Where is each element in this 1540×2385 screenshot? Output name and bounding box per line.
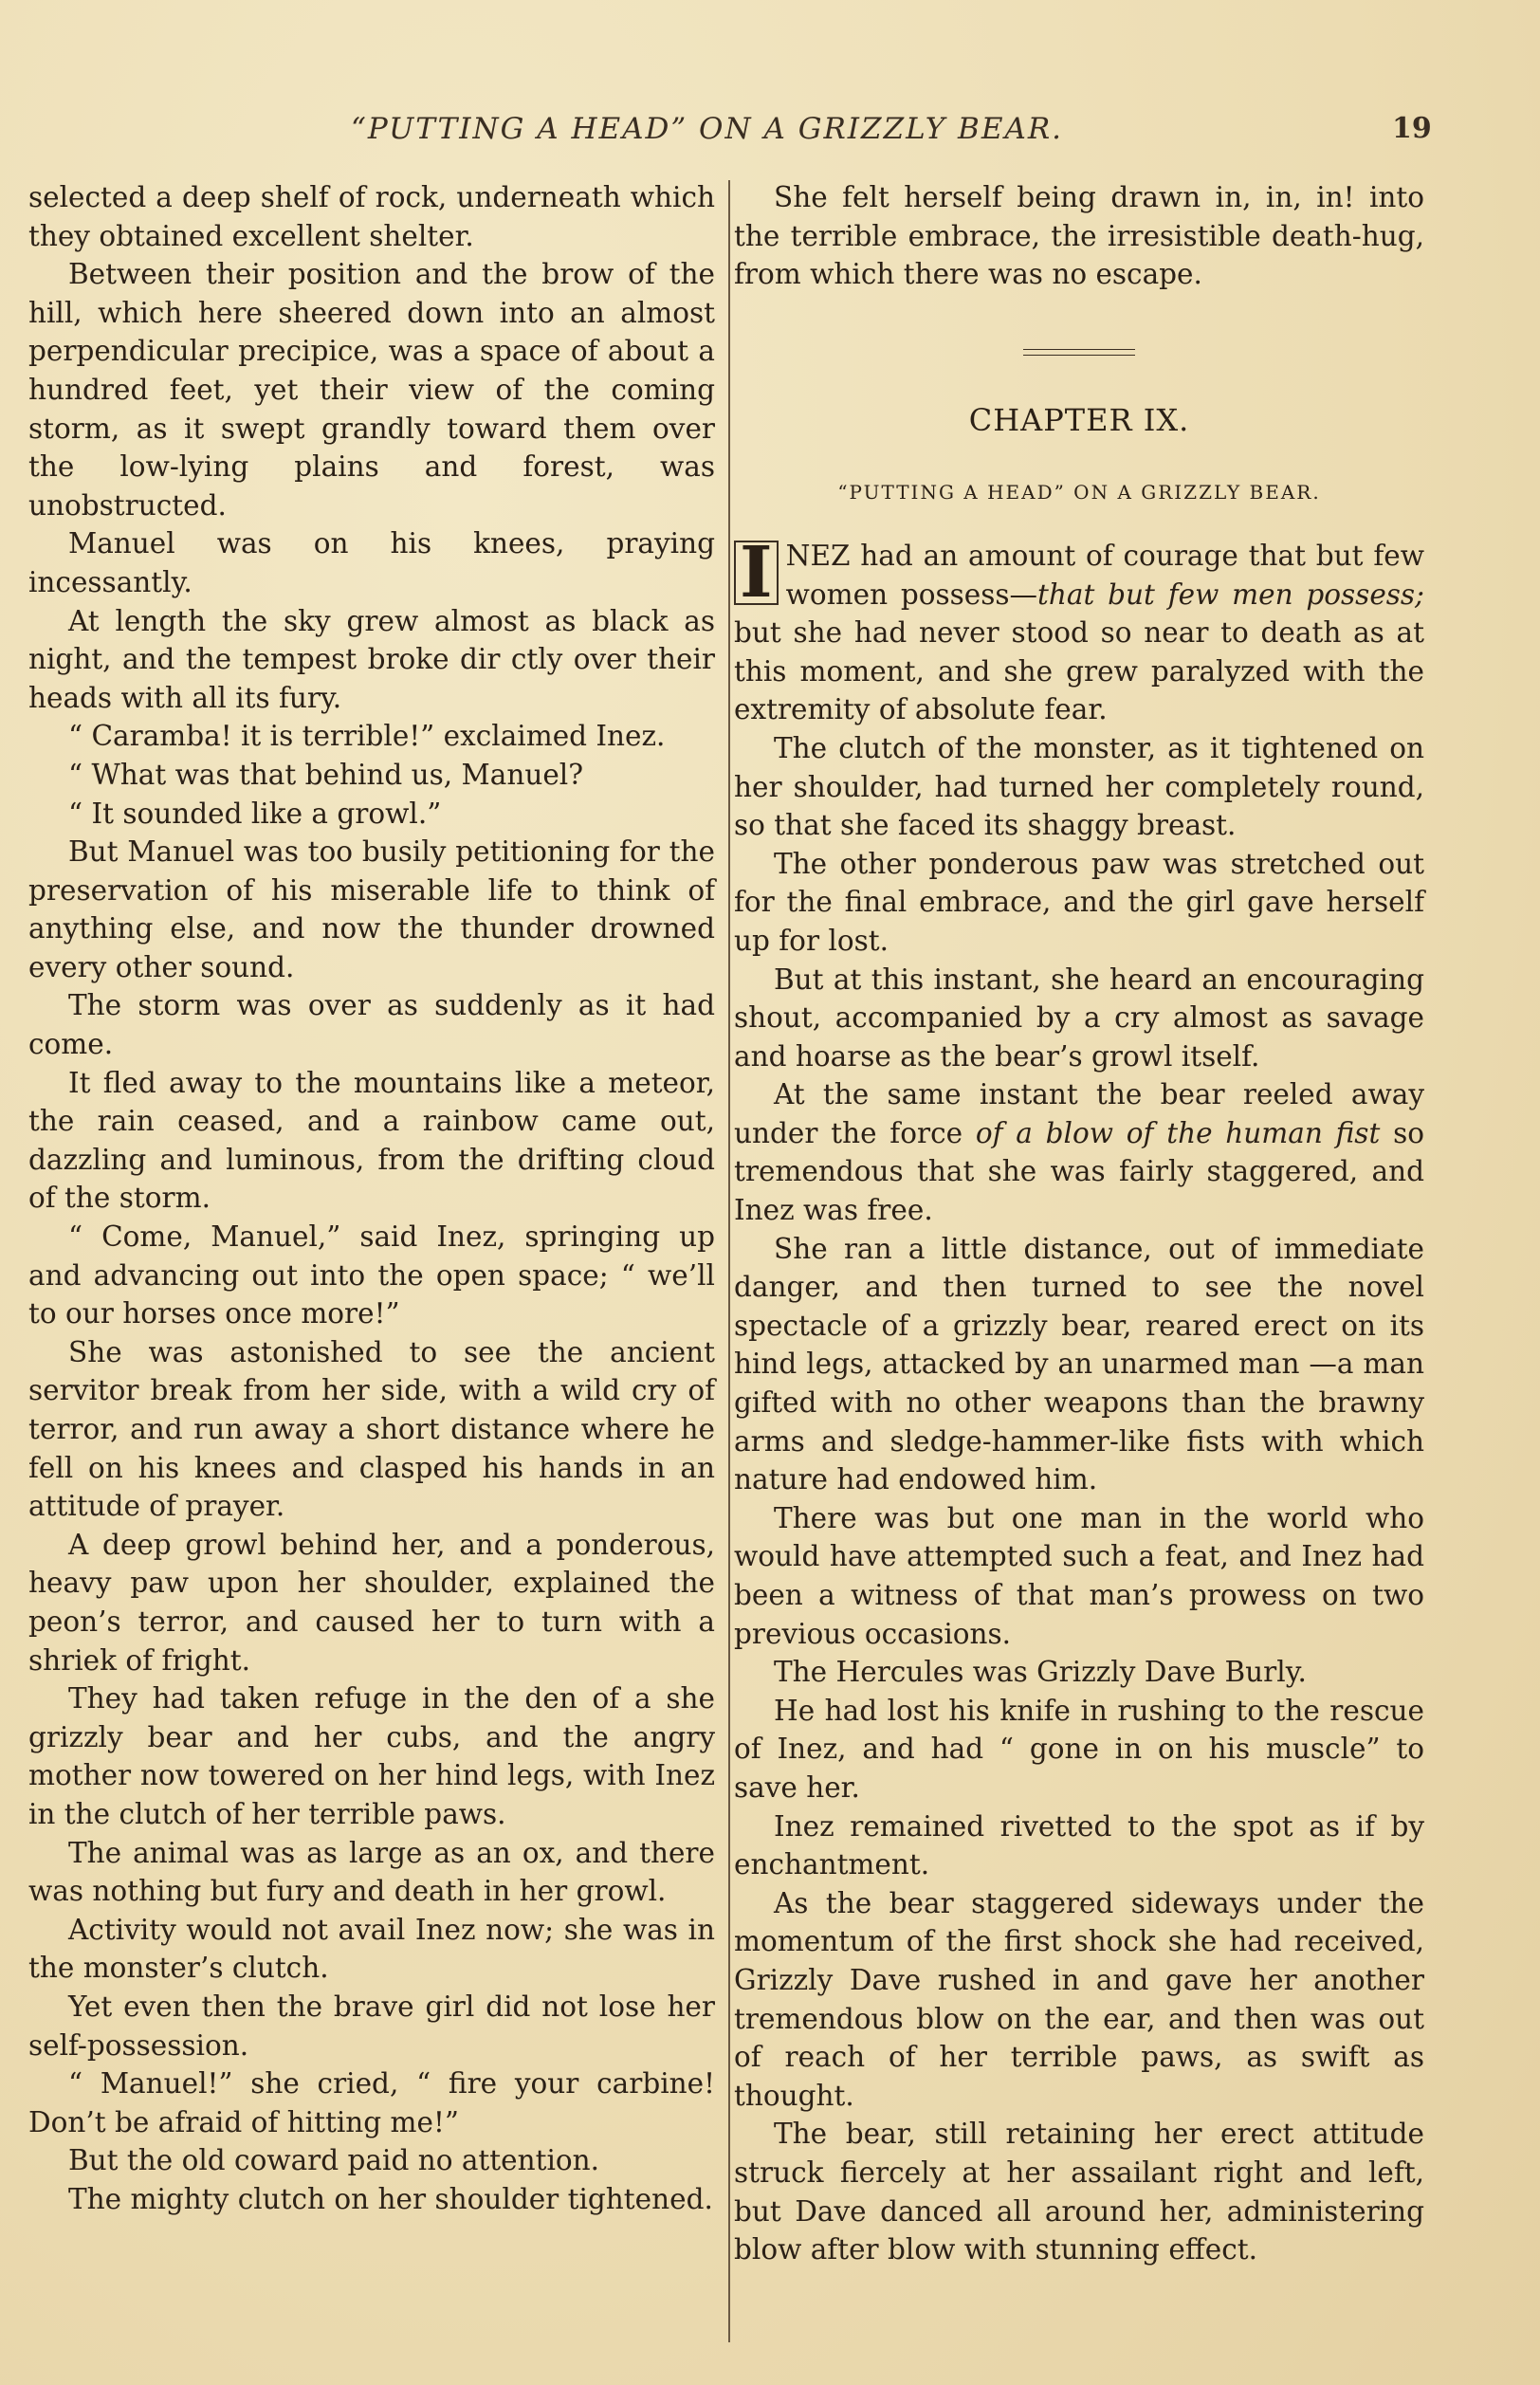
paragraph: Yet even then the brave girl did not lose her self-possession. xyxy=(28,1990,715,2062)
paragraph-text: At the same instant the bear reeled away under the force xyxy=(734,1078,1424,1149)
paragraph: Manuel was on his knees, praying incessantly. xyxy=(28,527,715,598)
paragraph: Inez remained rivetted to the spot as if by enchantment. xyxy=(734,1809,1424,1881)
paragraph: She felt herself being drawn in, in, in! into the terrible embrace, the irresistible death-hug, from which there was no escape. xyxy=(734,181,1424,291)
paragraph: “ Come, Manuel,” said Inez, springing up and advancing out into the open space; “ we’ll to our horses once more!” xyxy=(28,1220,715,1330)
chapter-heading: CHAPTER IX. xyxy=(968,401,1190,438)
paragraph-text: but she had never stood so near to death as at this moment, and she grew paralyzed with the extremity of absolute fear. xyxy=(734,616,1424,726)
paragraph: “ It sounded like a growl.” xyxy=(68,797,442,830)
paragraph: A deep growl behind her, and a ponderous, heavy paw upon her shoulder, explained the peon’s terror, and caused her to turn with a shriek of fright. xyxy=(28,1528,715,1677)
left-column xyxy=(28,178,715,2218)
paragraph: But the old coward paid no attention. xyxy=(68,2144,600,2177)
running-title: “PUTTING A HEAD” ON A GRIZZLY BEAR. xyxy=(351,112,1064,146)
paragraph: She was astonished to see the ancient servitor break from her side, with a wild cry of terror, and run away a short distance where he fell on his knees and clasped his hands in an attitude of prayer. xyxy=(28,1335,715,1523)
paragraph: The animal was as large as an ox, and there was nothing but fury and death in her growl. xyxy=(28,1836,715,1908)
section-rule xyxy=(1023,349,1135,356)
page-number: 19 xyxy=(1392,112,1432,145)
emphasis-text: that but few men possess; xyxy=(1037,578,1424,611)
chapter-subtitle: “PUTTING A HEAD” ON A GRIZZLY BEAR. xyxy=(837,481,1321,505)
paragraph: The clutch of the monster, as it tightened on her shoulder, had turned her completely round, so that she faced its shaggy breast. xyxy=(734,731,1424,842)
page-header xyxy=(0,112,1540,159)
paragraph: Activity would not avail Inez now; she was in the monster’s clutch. xyxy=(28,1913,715,1985)
paragraph: The bear, still retaining her erect attitude struck fiercely at her assailant right and left, but Dave danced all around her, administering blow after blow with stunning effect. xyxy=(734,2118,1424,2266)
paragraph: They had taken refuge in the den of a she grizzly bear and her cubs, and the angry mother now towered on her hind legs, with Inez in the clutch of her terrible paws. xyxy=(28,1682,715,1830)
paragraph: But Manuel was too busily petitioning for the preservation of his miserable life to think of anything else, and now the thunder drowned every other sound. xyxy=(28,835,715,983)
paragraph-text: so tremendous that she was fairly staggered, and Inez was free. xyxy=(734,1116,1424,1227)
drop-cap: I xyxy=(734,541,779,605)
paragraph xyxy=(734,1075,1424,1229)
paragraph: The Hercules was Grizzly Dave Burly. xyxy=(774,1656,1307,1689)
paragraph: She ran a little distance, out of immediate danger, and then turned to see the novel spectacle of a grizzly bear, reared erect on its hind legs, attacked by an unarmed man —a man gifted with no other weapons than the brawny arms and sledge-hammer-like fists with which nature had endowed him. xyxy=(734,1232,1424,1496)
paragraph: “ What was that behind us, Manuel? xyxy=(68,758,584,791)
right-column xyxy=(734,178,1424,2269)
paragraph: But at this instant, she heard an encouraging shout, accompanied by a cry almost as savage and hoarse as the bear’s growl itself. xyxy=(734,963,1424,1073)
paragraph: It fled away to the mountains like a meteor, the rain ceased, and a rainbow came out, dazzling and luminous, from the drifting cloud of the storm. xyxy=(28,1066,715,1215)
paragraph: The other ponderous paw was stretched out for the final embrace, and the girl gave herself up for lost. xyxy=(734,847,1424,957)
emphasis-text: of a blow of the human fist xyxy=(975,1116,1381,1149)
paragraph-text: NEZ had an amount of courage that but few women possess— xyxy=(785,539,1424,611)
paragraph: At length the sky grew almost as black as night, and the tempest broke dir ctly over their heads with all its fury. xyxy=(28,604,715,714)
paragraph: Between their position and the brow of the hill, which here sheered down into an almost perpendicular precipice, was a space of about a hundred feet, yet their view of the coming storm, as it swept grandly toward them over the low-lying plains and forest, was unobstructed. xyxy=(28,258,715,522)
paragraph: The mighty clutch on her shoulder tightened. xyxy=(68,2182,713,2215)
paragraph: selected a deep shelf of rock, underneath which they obtained excellent shelter. xyxy=(28,181,715,252)
paragraph: He had lost his knife in rushing to the rescue of Inez, and had “ gone in on his muscle” to save her. xyxy=(734,1694,1424,1804)
paragraph: As the bear staggered sideways under the momentum of the first shock she had received, Grizzly Dave rushed in and gave her another tremendous blow on the ear, and then was out of reach of her terrible paws, as swift as thought. xyxy=(734,1886,1424,2112)
paragraph: “ Manuel!” she cried, “ fire your carbine! Don’t be afraid of hitting me!” xyxy=(28,2067,715,2138)
paragraph: The storm was over as suddenly as it had come. xyxy=(28,989,715,1061)
paragraph: There was but one man in the world who would have attempted such a feat, and Inez had been a witness of that man’s prowess on two previous occasions. xyxy=(734,1501,1424,1650)
chapter-first-paragraph xyxy=(734,531,1424,729)
column-divider xyxy=(728,180,730,2342)
paragraph: “ Caramba! it is terrible!” exclaimed Inez. xyxy=(68,720,666,753)
